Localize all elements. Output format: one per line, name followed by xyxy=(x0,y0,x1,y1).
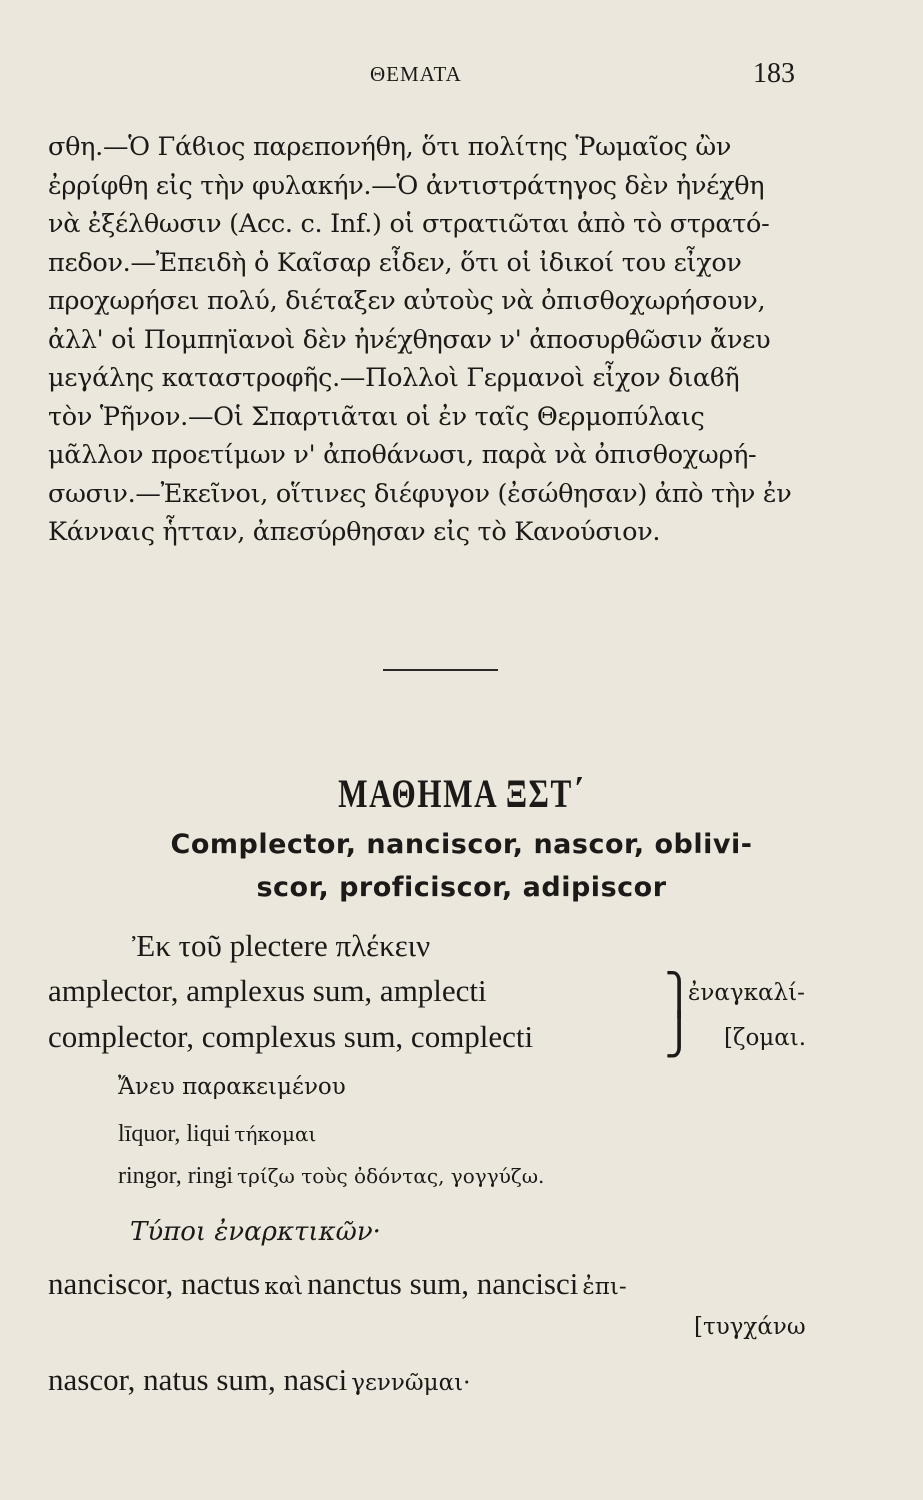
text-line: προχωρήσει πολύ, διέταξεν αὐτοὺς νὰ ὀπισθοχωρήσουν, xyxy=(48,286,766,316)
text-line: τὸν Ῥῆνον.—Οἱ Σπαρτιᾶται οἱ ἐν ταῖς Θερμοπύλαις xyxy=(48,401,705,432)
nanciscor-line xyxy=(48,1266,627,1302)
inchoative-heading: Τύποι ἐναρκτικῶν· xyxy=(130,1217,381,1247)
nanciscor-gloss2: [τυγχάνω xyxy=(694,1314,806,1340)
running-title: ΘΕΜΑΤΑ xyxy=(370,62,462,86)
lesson-title: ΜΑΘΗΜΑ ΞΣΤ΄ xyxy=(338,771,585,816)
complector-forms: complector, complexus sum, complecti xyxy=(48,1019,534,1054)
origin-line xyxy=(132,928,430,964)
without-perfect-heading: Ἄνευ παρακειμένου xyxy=(118,1074,346,1100)
nanciscor-gloss1: ἐπι- xyxy=(582,1274,627,1300)
nanciscor-conj: καὶ xyxy=(264,1274,304,1300)
liquor-gloss: τήκομαι xyxy=(234,1122,317,1146)
origin-line-text: Ἐκ τοῦ plectere πλέκειν xyxy=(132,928,431,963)
nascor-forms: nascor, natus sum, nasci xyxy=(48,1362,348,1397)
liquor-forms: līquor, liqui xyxy=(118,1121,231,1147)
page-number: 183 xyxy=(753,58,795,89)
brace-bottom: ⎭ xyxy=(664,1012,694,1058)
lesson-subtitle-line2: scor, proficiscor, adipiscor xyxy=(256,872,667,903)
text-line: ἀλλ' οἱ Πομπηϊανοὶ δὲν ἠνέχθησαν ν' ἀποσυρθῶσιν ἄνευ xyxy=(48,324,771,355)
nascor-line xyxy=(48,1362,470,1398)
exercise-text xyxy=(48,128,868,552)
text-line: μεγάλης καταστροφῆς.—Πολλοὶ Γερμανοὶ εἶχον διαϐῆ xyxy=(48,363,740,393)
text-line: μᾶλλον προετίμων ν' ἀποθάνωσι, παρὰ νὰ ὀπισθοχωρή- xyxy=(48,440,757,470)
text-line: σωσιν.—Ἐκεῖνοι, οἵτινες διέφυγον (ἐσώθησαν) ἀπὸ τὴν ἐν xyxy=(48,478,792,509)
gloss-line2: [ζομαι. xyxy=(724,1025,807,1051)
brace-top: ⎫ xyxy=(664,972,694,1018)
gloss-line1: ἐναγκαλί- xyxy=(688,980,805,1006)
liquor-line xyxy=(118,1121,316,1148)
text-line: ἐρρίφθη εἰς τὴν φυλακήν.—Ὁ ἀντιστράτηγος δὲν ἠνέχθη xyxy=(48,170,765,201)
text-line: σθη.—Ὁ Γάϐιος παρεπονήθη, ὅτι πολίτης Ῥωμαῖος ὢν xyxy=(48,132,732,162)
text-line: νὰ ἐξέλθωσιν (Acc. c. Inf.) οἱ στρατιῶται ἀπὸ τὸ στρατό- xyxy=(48,209,770,239)
text-line: πεδον.—Ἐπειδὴ ὁ Καῖσαρ εἶδεν, ὅτι οἱ ἰδικοί του εἶχον xyxy=(48,247,742,278)
section-divider xyxy=(383,669,498,671)
nascor-gloss: γεννῶμαι· xyxy=(351,1370,471,1396)
ringor-line xyxy=(118,1163,544,1190)
amplector-forms: amplector, amplexus sum, amplecti xyxy=(48,973,487,1008)
nanciscor-forms2: nanctus sum, nancisci xyxy=(307,1266,579,1301)
ringor-forms: ringor, ringi xyxy=(118,1163,234,1189)
ringor-gloss: τρίζω τοὺς ὀδόντας, γογγύζω. xyxy=(237,1164,545,1188)
nanciscor-forms: nanciscor, nactus xyxy=(48,1266,261,1301)
lesson-subtitle-line1: Complector, nanciscor, nascor, oblivi- xyxy=(170,829,753,860)
text-line: Κάνναις ἧτταν, ἀπεσύρθησαν εἰς τὸ Κανούσιον. xyxy=(48,517,661,547)
